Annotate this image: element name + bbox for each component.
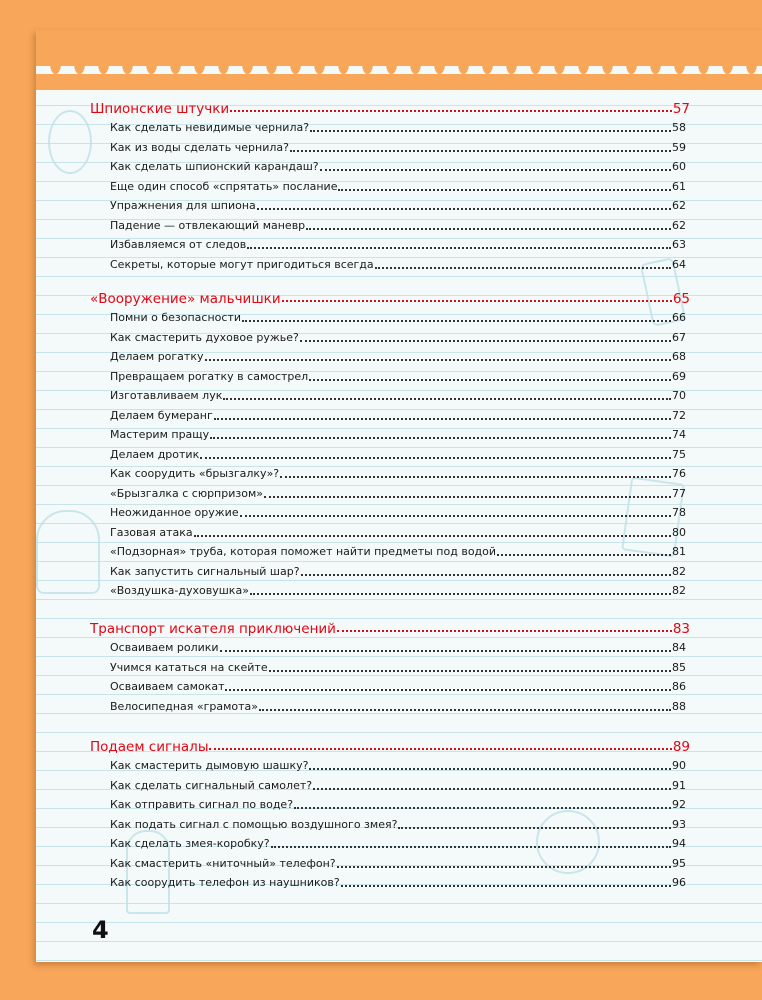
section-page: 57	[672, 101, 690, 117]
entry-page: 62	[672, 218, 686, 232]
entry-title: Неожиданное оружие	[110, 506, 239, 519]
toc-entry[interactable]	[110, 774, 686, 793]
section-heading[interactable]	[90, 94, 690, 116]
toc-entry[interactable]	[110, 253, 686, 272]
leader-dots	[205, 359, 672, 361]
leader-dots	[240, 515, 671, 517]
perforation-hole	[386, 50, 397, 74]
entry-page: 60	[672, 160, 686, 173]
leader-dots	[300, 340, 671, 342]
section-title: «Вооружение» мальчишки	[90, 291, 281, 307]
perforation-hole	[170, 50, 181, 74]
entry-page: 78	[672, 506, 686, 519]
perforation-hole	[674, 50, 685, 74]
leader-dots	[214, 418, 671, 420]
section-page: 83	[672, 621, 690, 637]
entry-page: 59	[672, 140, 686, 154]
section-title: Транспорт искателя приключений	[90, 621, 336, 637]
perforation-hole	[626, 50, 637, 74]
toc-entry[interactable]	[110, 345, 686, 364]
leader-dots	[200, 457, 671, 459]
entry-title: Избавляемся от следов	[110, 238, 247, 251]
leader-dots	[225, 689, 671, 691]
backpack-doodle	[36, 510, 100, 594]
perforation-hole	[362, 50, 373, 74]
toc-entry[interactable]	[110, 482, 686, 501]
toc-entry[interactable]	[110, 579, 686, 598]
perforation-hole	[434, 50, 445, 74]
toc-entry[interactable]	[110, 194, 686, 213]
leader-dots	[210, 437, 671, 439]
section-page: 65	[672, 291, 690, 307]
perforation-hole	[458, 50, 469, 74]
leader-dots	[320, 169, 671, 171]
toc-entry[interactable]	[110, 462, 686, 481]
entry-page: 77	[672, 486, 686, 500]
balloon-doodle	[48, 110, 92, 174]
leader-dots	[220, 650, 671, 652]
toc-entry[interactable]	[110, 365, 686, 384]
leader-dots	[301, 574, 671, 576]
leader-dots	[271, 846, 671, 848]
perforation-hole	[746, 50, 757, 74]
entry-title: Осваиваем ролики	[110, 641, 219, 654]
leader-dots	[309, 379, 671, 381]
toc-entry[interactable]	[110, 175, 686, 194]
perforation-hole	[122, 50, 133, 74]
entry-title: «Брызгалка с сюрпризом»	[110, 486, 263, 500]
leader-dots	[247, 247, 671, 249]
entry-page: 69	[672, 369, 686, 383]
perforation-hole	[338, 50, 349, 74]
toc-entry[interactable]	[110, 636, 686, 655]
perforation-hole	[602, 50, 613, 74]
entry-page: 82	[672, 584, 686, 597]
entry-page: 91	[672, 778, 686, 792]
entry-page: 90	[672, 759, 686, 772]
leader-dots	[282, 300, 672, 302]
perforation-hole	[290, 50, 301, 74]
toc-entry[interactable]	[110, 384, 686, 403]
leader-dots	[313, 788, 671, 790]
toc-entry[interactable]	[110, 540, 686, 559]
toc-entry[interactable]	[110, 404, 686, 423]
section-title: Шпионские штучки	[90, 101, 230, 117]
leader-dots	[230, 110, 672, 112]
entry-page: 66	[672, 311, 686, 324]
entry-title: Как сделать сигнальный самолет?	[110, 778, 313, 792]
perforation-hole	[410, 50, 421, 74]
entry-title: Как соорудить «брызгалку»?	[110, 467, 280, 480]
toc-entry[interactable]	[110, 832, 686, 851]
entry-title: Газовая атака	[110, 525, 193, 539]
leader-dots	[497, 554, 671, 556]
entry-title: «Подзорная» труба, которая поможет найти предметы под водой	[110, 545, 497, 558]
section-heading[interactable]	[90, 284, 690, 306]
leader-dots	[306, 228, 671, 230]
toc-entry[interactable]	[110, 793, 686, 812]
entry-page: 61	[672, 179, 686, 193]
entry-title: Падение — отвлекающий маневр	[110, 218, 306, 232]
toc-entry[interactable]	[110, 155, 686, 174]
leader-dots	[280, 476, 671, 478]
perforation-hole	[650, 50, 661, 74]
leader-dots	[294, 807, 671, 809]
toc-entry[interactable]	[110, 136, 686, 155]
toc-entry[interactable]	[110, 443, 686, 462]
toc-entry[interactable]	[110, 754, 686, 773]
entry-title: «Воздушка-духовушка»	[110, 584, 249, 597]
entry-page: 94	[672, 837, 686, 850]
section-heading[interactable]	[90, 614, 690, 636]
entry-page: 75	[672, 447, 686, 461]
leader-dots	[259, 709, 671, 711]
entry-page: 63	[672, 238, 686, 251]
entry-page: 93	[672, 817, 686, 831]
leader-dots	[242, 320, 671, 322]
toc-entry[interactable]	[110, 501, 686, 520]
entry-title: Как из воды сделать чернила?	[110, 140, 289, 154]
perforation-hole	[554, 50, 565, 74]
entry-page: 95	[672, 856, 686, 870]
entry-page: 88	[672, 699, 686, 713]
toc-entry[interactable]	[110, 813, 686, 832]
entry-page: 70	[672, 389, 686, 402]
entry-title: Как отправить сигнал по воде?	[110, 798, 294, 811]
entry-page: 74	[672, 428, 686, 441]
leader-dots	[337, 866, 671, 868]
perforation-hole	[506, 50, 517, 74]
entry-title: Как подать сигнал с помощью воздушного змея?	[110, 817, 398, 831]
toc-entry[interactable]	[110, 656, 686, 675]
leader-dots	[257, 208, 671, 210]
entry-page: 76	[672, 467, 686, 480]
toc-entry[interactable]	[110, 521, 686, 540]
toc-entry[interactable]	[110, 326, 686, 345]
entry-title: Как запустить сигнальный шар?	[110, 564, 300, 578]
entry-title: Велосипедная «грамота»	[110, 699, 259, 713]
entry-page: 96	[672, 876, 686, 889]
perforation-hole	[242, 50, 253, 74]
perforation-hole	[482, 50, 493, 74]
perforation-hole	[722, 50, 733, 74]
perforation-hole	[578, 50, 589, 74]
page-number: 4	[92, 916, 109, 944]
entry-title: Учимся кататься на скейте	[110, 660, 268, 674]
toc-entry[interactable]	[110, 871, 686, 890]
entry-page: 72	[672, 408, 686, 422]
entry-title: Еще один способ «спрятать» послание	[110, 179, 338, 193]
leader-dots	[337, 630, 672, 632]
leader-dots	[290, 150, 671, 152]
perforation-hole	[314, 50, 325, 74]
leader-dots	[338, 189, 671, 191]
leader-dots	[269, 670, 671, 672]
entry-title: Как смастерить дымовую шашку?	[110, 759, 309, 772]
entry-title: Изготавливаем лук	[110, 389, 223, 402]
perforation-hole	[530, 50, 541, 74]
section-page: 89	[672, 739, 690, 755]
entry-title: Осваиваем самокат	[110, 680, 225, 693]
toc-entry[interactable]	[110, 675, 686, 694]
perforation-hole	[146, 50, 157, 74]
toc-entry[interactable]	[110, 560, 686, 579]
perforation-hole	[98, 50, 109, 74]
leader-dots	[309, 768, 671, 770]
perforation-hole	[218, 50, 229, 74]
entry-title: Как соорудить телефон из наушников?	[110, 876, 340, 889]
entry-title: Секреты, которые могут пригодиться всегда	[110, 257, 374, 271]
leader-dots	[194, 535, 671, 537]
entry-page: 81	[672, 545, 686, 558]
entry-page: 80	[672, 525, 686, 539]
toc-entry[interactable]	[110, 116, 686, 135]
leader-dots	[264, 496, 671, 498]
entry-title: Помни о безопасности	[110, 311, 242, 324]
entry-title: Мастерим пращу	[110, 428, 210, 441]
toc-entry[interactable]	[110, 695, 686, 714]
entry-page: 84	[672, 641, 686, 654]
entry-title: Упражнения для шпиона	[110, 199, 256, 212]
perforation-hole	[698, 50, 709, 74]
entry-title: Как сделать змея-коробку?	[110, 837, 270, 850]
perforation-hole	[74, 50, 85, 74]
leader-dots	[250, 593, 671, 595]
entry-page: 86	[672, 680, 686, 693]
entry-title: Делаем бумеранг	[110, 408, 213, 422]
section-heading[interactable]	[90, 732, 690, 754]
toc-entry[interactable]	[110, 423, 686, 442]
entry-title: Как смастерить «ниточный» телефон?	[110, 856, 336, 870]
entry-page: 64	[672, 257, 686, 271]
entry-title: Делаем дротик	[110, 447, 200, 461]
entry-page: 58	[672, 121, 686, 134]
entry-title: Превращаем рогатку в самострел	[110, 369, 309, 383]
entry-page: 67	[672, 330, 686, 344]
toc-entry[interactable]	[110, 214, 686, 233]
toc-entry[interactable]	[110, 306, 686, 325]
entry-page: 92	[672, 798, 686, 811]
leader-dots	[398, 827, 671, 829]
entry-page: 68	[672, 350, 686, 363]
toc-entry[interactable]	[110, 852, 686, 871]
leader-dots	[375, 267, 671, 269]
leader-dots	[310, 130, 671, 132]
entry-page: 82	[672, 564, 686, 578]
entry-title: Делаем рогатку	[110, 350, 204, 363]
entry-title: Как смастерить духовое ружье?	[110, 330, 299, 344]
perforation-hole	[50, 50, 61, 74]
leader-dots	[341, 885, 671, 887]
entry-title: Как сделать шпионский карандаш?	[110, 160, 319, 173]
perforation-hole	[194, 50, 205, 74]
section-title: Подаем сигналы	[90, 739, 209, 755]
entry-page: 62	[672, 199, 686, 212]
leader-dots	[209, 748, 671, 750]
entry-title: Как сделать невидимые чернила?	[110, 121, 310, 134]
leader-dots	[223, 398, 671, 400]
toc-entry[interactable]	[110, 233, 686, 252]
entry-page: 85	[672, 660, 686, 674]
perforation-hole	[266, 50, 277, 74]
